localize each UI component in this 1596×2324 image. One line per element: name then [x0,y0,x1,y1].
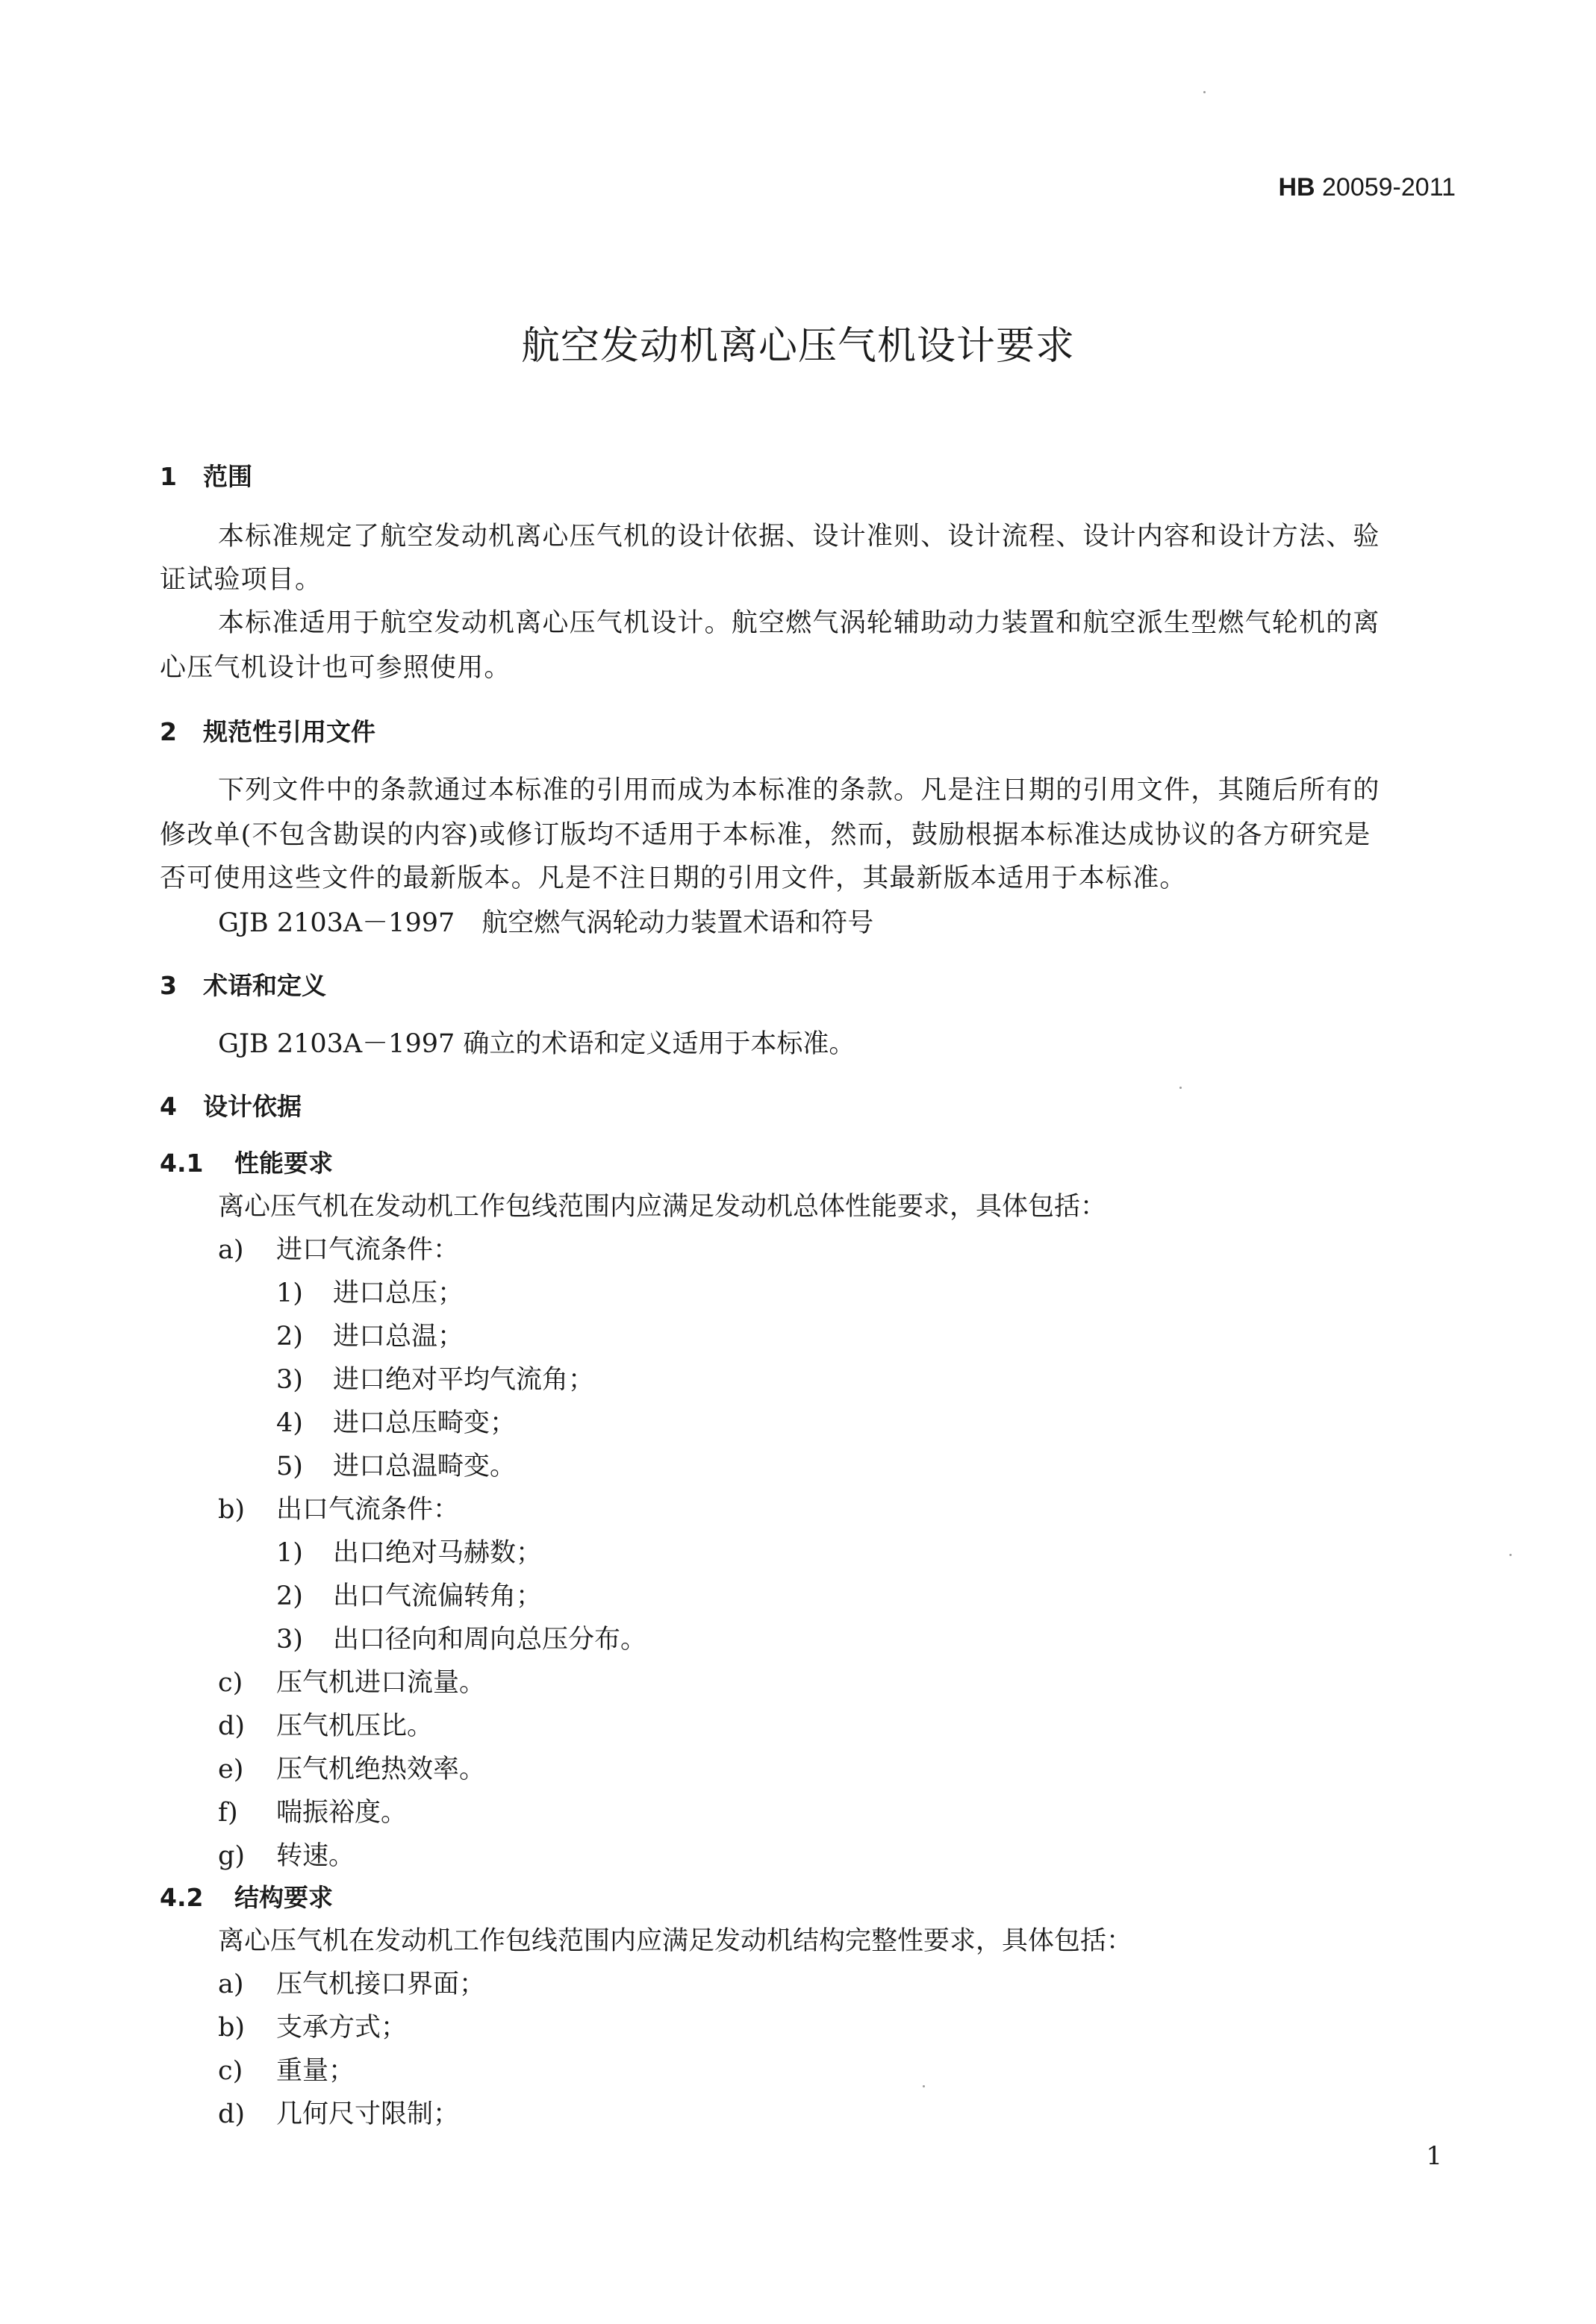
list-text: 压气机压比。 [276,1711,434,1741]
list-item [218,1843,355,1869]
list-label: b) [218,1495,246,1525]
list-text: 压气机接口界面； [276,1970,486,1999]
list-text: 进口总压； [333,1278,464,1308]
standard-code [1278,175,1456,200]
subsection-4-2-heading [160,1885,333,1910]
list-item [218,1800,407,1826]
s2-paragraph-line-2: 修改单(不包含勘误的内容)或修订版均不适用于本标准，然而，鼓励根据本标准达成协议的各方研究是 [160,820,1371,850]
section-title: 规范性引用文件 [203,717,375,746]
subsection-title: 结构要求 [234,1883,333,1912]
list-label: 4) [276,1408,303,1438]
list-item [276,1408,517,1438]
list-text: 喘振裕度。 [276,1798,408,1828]
list-text: 压气机进口流量。 [276,1668,486,1698]
list-item [218,2099,460,2129]
list-text: 支承方式； [276,2013,408,2043]
reference-title: 航空燃气涡轮动力装置术语和符号 [481,908,874,938]
list-text: 出口气流偏转角； [333,1581,543,1611]
list-item [218,2058,355,2084]
s1-paragraph-1-line-2: 证试验项目。 [160,565,322,595]
list-text: 进口气流条件： [276,1235,460,1265]
subsection-number: 4.1 [160,1149,204,1178]
scan-speck [923,2085,925,2087]
list-label: 3) [276,1365,303,1395]
section-2-heading [160,719,375,744]
subsection-4-1-heading [160,1149,333,1178]
s2-paragraph-line-1: 下列文件中的条款通过本标准的引用而成为本标准的条款。凡是注日期的引用文件，其随后所有的 [218,775,1380,805]
list-text: 转速。 [276,1841,355,1871]
subsection-title: 性能要求 [234,1149,333,1178]
page-number: 1 [1426,2141,1442,2171]
list-item [218,1237,459,1263]
s1-paragraph-1-line-1: 本标准规定了航空发动机离心压气机的设计依据、设计准则、设计流程、设计内容和设计方法、验 [218,522,1380,552]
list-item [276,1324,464,1350]
list-label: c) [218,1668,243,1698]
list-text: 进口绝对平均气流角； [333,1365,595,1395]
list-item [218,1711,434,1741]
s41-intro: 离心压气机在发动机工作包线范围内应满足发动机总体性能要求，具体包括： [218,1192,1107,1222]
section-number: 2 [160,717,177,746]
list-item [218,1670,485,1696]
standard-prefix: HB [1278,173,1315,202]
list-text: 几何尺寸限制； [276,2099,460,2129]
reference-code: GJB 2103A－1997 [218,908,455,938]
list-label: 3) [276,1625,303,1655]
section-title: 术语和定义 [203,971,326,1000]
s1-paragraph-2-line-1: 本标准适用于航空发动机离心压气机设计。航空燃气涡轮辅助动力装置和航空派生型燃气轮机的离 [218,608,1380,638]
list-item [276,1627,646,1653]
list-item [276,1367,594,1393]
section-3-heading [160,973,326,998]
list-item [276,1278,464,1308]
list-item [218,2015,407,2041]
list-text: 重量； [276,2056,355,2086]
section-number: 1 [160,462,177,491]
list-text: 进口总压畸变； [333,1408,517,1438]
list-text: 出口绝对马赫数； [333,1538,543,1568]
scan-speck [1179,1087,1182,1089]
document-title: 航空发动机离心压气机设计要求 [520,324,1075,369]
list-item [218,1757,485,1783]
normative-reference [218,910,873,937]
list-label: 1) [276,1278,303,1308]
list-label: b) [218,2013,246,2043]
list-label: 2) [276,1322,303,1352]
list-text: 压气机绝热效率。 [276,1755,486,1784]
list-label: 2) [276,1581,303,1611]
section-title: 设计依据 [203,1092,302,1121]
list-item [276,1540,542,1566]
section-title: 范围 [203,462,252,491]
list-label: d) [218,2099,246,2129]
list-label: g) [218,1841,246,1871]
list-text: 出口径向和周向总压分布。 [333,1625,647,1655]
scan-speck [1509,1554,1512,1556]
s1-paragraph-2-line-2: 心压气机设计也可参照使用。 [160,653,511,683]
list-label: a) [218,1235,244,1265]
list-label: 1) [276,1538,303,1568]
subsection-number: 4.2 [160,1883,204,1912]
list-item [218,1972,485,1998]
section-number: 4 [160,1092,177,1121]
list-item [218,1497,459,1523]
list-text: 进口总温畸变。 [333,1452,517,1481]
scan-speck [1203,91,1206,93]
section-1-heading [160,464,252,489]
list-item [276,1581,543,1611]
list-label: e) [218,1755,244,1784]
list-label: 5) [276,1452,303,1481]
list-text: 进口总温； [333,1322,464,1352]
section-number: 3 [160,971,177,1000]
s42-intro: 离心压气机在发动机工作包线范围内应满足发动机结构完整性要求，具体包括： [218,1926,1133,1956]
section-4-heading [160,1094,302,1119]
list-label: d) [218,1711,246,1741]
s2-paragraph-line-3: 否可使用这些文件的最新版本。凡是不注日期的引用文件，其最新版本适用于本标准。 [160,863,1187,893]
list-item [276,1454,516,1480]
list-text: 出口气流条件： [276,1495,460,1525]
s3-paragraph: GJB 2103A－1997 确立的术语和定义适用于本标准。 [218,1029,855,1059]
standard-number: 20059-2011 [1322,173,1456,202]
list-label: a) [218,1970,244,1999]
list-label: f) [218,1798,238,1828]
list-label: c) [218,2056,243,2086]
